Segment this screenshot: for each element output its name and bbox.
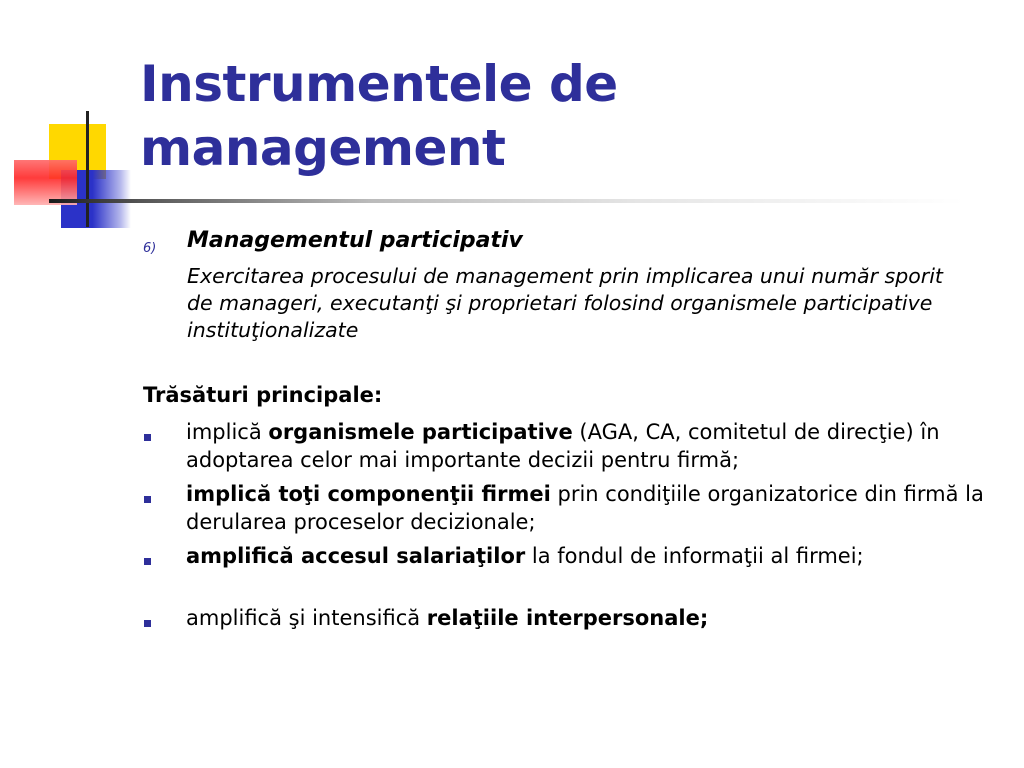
- list-item-post: la fondul de informaţii al firmei;: [525, 544, 864, 568]
- item-number: 6): [143, 241, 157, 256]
- list-item-text: [186, 604, 996, 632]
- bullet-square-icon: [144, 496, 151, 503]
- item-definition: Exercitarea procesului de management prin implicarea unui număr sporit de manageri, executanţi şi proprietari folosind organismele participative instituţionalizate: [187, 264, 943, 342]
- list-item-bold: organismele participative: [268, 420, 573, 444]
- list-item-bold: relaţiile interpersonale;: [426, 606, 709, 630]
- list-item-bold: amplifică accesul salariaţilor: [186, 544, 526, 568]
- bullet-square-icon: [144, 434, 151, 441]
- list-item-text: [186, 480, 996, 536]
- list-item-pre: amplifică şi intensifică: [186, 606, 427, 630]
- list-item-pre: implică: [186, 420, 269, 444]
- list-item-text: [186, 542, 996, 570]
- list-item-bold: implică toţi componenţii firmei: [186, 482, 551, 506]
- vertical-rule: [86, 111, 89, 227]
- item-heading: Managementul participativ: [187, 228, 523, 253]
- features-heading: Trăsături principale:: [143, 383, 383, 407]
- list-item-post: (AGA, CA, comitetul de direcţie) în adoptarea celor mai importante decizii pentru firmă;: [186, 420, 940, 472]
- bullet-square-icon: [144, 620, 151, 627]
- list-item-post: prin condiţiile organizatorice din firmă la derularea proceselor decizionale;: [186, 482, 984, 534]
- list-item-text: [186, 418, 996, 474]
- bullet-square-icon: [144, 558, 151, 565]
- title-underline-rule: [49, 199, 964, 203]
- slide-title: Instrumentele de management: [140, 55, 618, 177]
